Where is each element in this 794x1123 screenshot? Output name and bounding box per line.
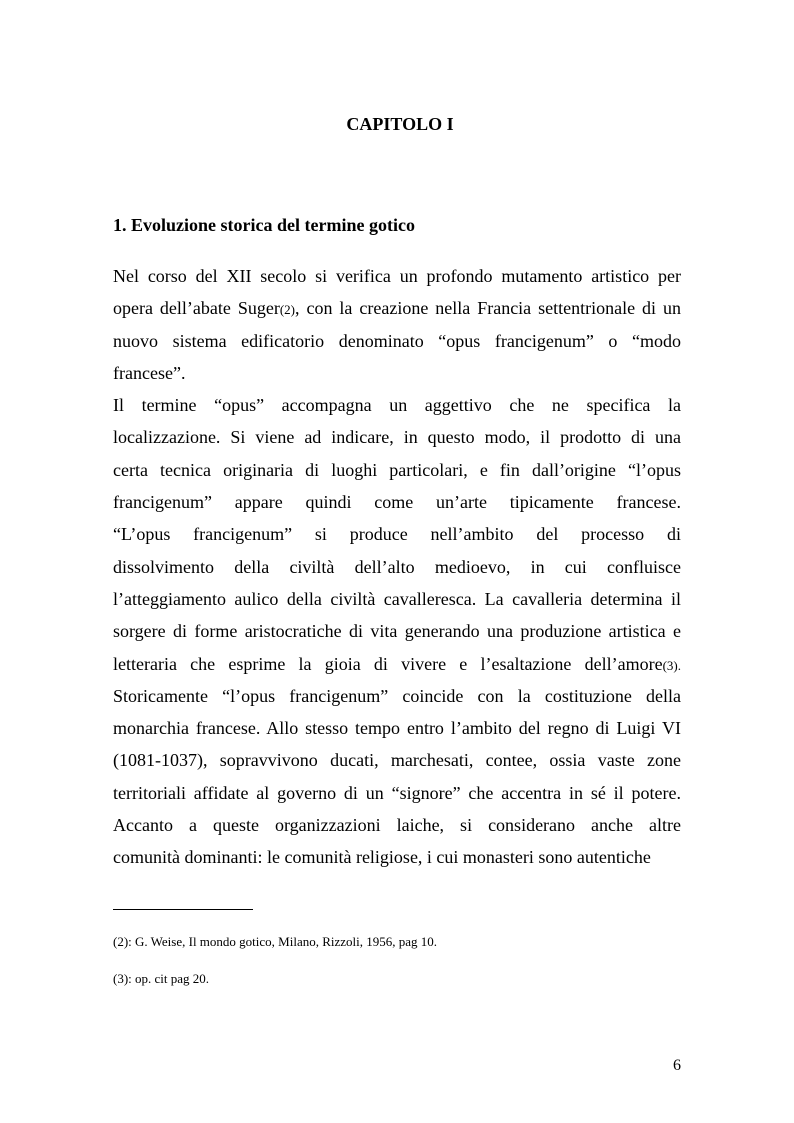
body-line-text: Storicamente “l’opus francigenum” coincide con la costituzione della	[113, 685, 681, 706]
body-line	[113, 325, 681, 357]
footnote-separator	[113, 909, 253, 910]
body-line	[113, 551, 681, 583]
page-number: 6	[673, 1057, 681, 1074]
body-line	[113, 680, 681, 712]
body-line	[113, 712, 681, 744]
footnote-reference: (2)	[279, 302, 296, 318]
body-line-text: “L’opus francigenum” si produce nell’ambito del processo di	[113, 524, 681, 545]
body-line-text: certa tecnica originaria di luoghi particolari, e fin dall’origine “l’opus	[113, 459, 681, 480]
body-line-text: sorgere di forme aristocratiche di vita generando una produzione artistica e	[113, 621, 681, 642]
body-line-text: dissolvimento della civiltà dell’alto medioevo, in cui confluisce	[113, 556, 681, 577]
body-line	[113, 486, 681, 518]
body-line	[113, 809, 681, 841]
body-line	[113, 841, 681, 873]
body-line	[113, 357, 681, 389]
body-line	[113, 260, 681, 292]
chapter-title	[0, 114, 794, 135]
section-heading: 1. Evoluzione storica del termine gotico	[113, 215, 415, 235]
body-line	[113, 583, 681, 615]
body-line-text: territoriali affidate al governo di un “signore” che accentra in sé il potere.	[113, 782, 681, 803]
body-line-text: localizzazione. Si viene ad indicare, in questo modo, il prodotto di una	[113, 427, 681, 448]
body-line-text: francese”.	[113, 362, 186, 383]
body-line-text: francigenum” appare quindi come un’arte tipicamente francese.	[113, 492, 681, 513]
body-line-text: monarchia francese. Allo stesso tempo entro l’ambito del regno di Luigi VI	[113, 718, 681, 739]
chapter-title-text: CAPITOLO I	[346, 114, 454, 134]
body-line-text: Nel corso del XII secolo si verifica un profondo mutamento artistico per	[113, 266, 681, 286]
body-line	[113, 777, 681, 809]
body-line-text: , con la creazione nella Francia settentrionale di un	[295, 298, 682, 319]
body-line-text: l’atteggiamento aulico della civiltà cavalleresca. La cavalleria determina il	[113, 588, 681, 609]
body-line	[113, 744, 681, 776]
body-line	[113, 292, 681, 324]
body-line	[113, 421, 681, 453]
body-line-text: (1081-1037), sopravvivono ducati, marchesati, contee, ossia vaste zone	[113, 750, 681, 771]
body-line	[113, 389, 681, 421]
footnote-2: (2): G. Weise, Il mondo gotico, Milano, Rizzoli, 1956, pag 10.	[113, 934, 438, 949]
body-line-text: Accanto a queste organizzazioni laiche, si considerano anche altre	[113, 815, 681, 836]
body-line-text: comunità dominanti: le comunità religiose, i cui monasteri sono autentiche	[113, 847, 651, 868]
body-paragraphs	[113, 260, 681, 874]
body-line	[113, 454, 681, 486]
body-line-text: nuovo sistema edificatorio denominato “opus francigenum” o “modo	[113, 330, 681, 351]
footnote-3: (3): op. cit pag 20.	[113, 971, 210, 986]
body-line	[113, 518, 681, 550]
body-line-text: letteraria che esprime la gioia di vivere e l’esaltazione dell’amore	[113, 653, 663, 674]
body-line-text: Il termine “opus” accompagna un aggettivo che ne specifica la	[113, 395, 681, 416]
footnote-reference: (3).	[662, 657, 681, 673]
body-line	[113, 615, 681, 647]
body-line	[113, 648, 681, 680]
body-line-text: opera dell’abate Suger	[113, 298, 280, 319]
